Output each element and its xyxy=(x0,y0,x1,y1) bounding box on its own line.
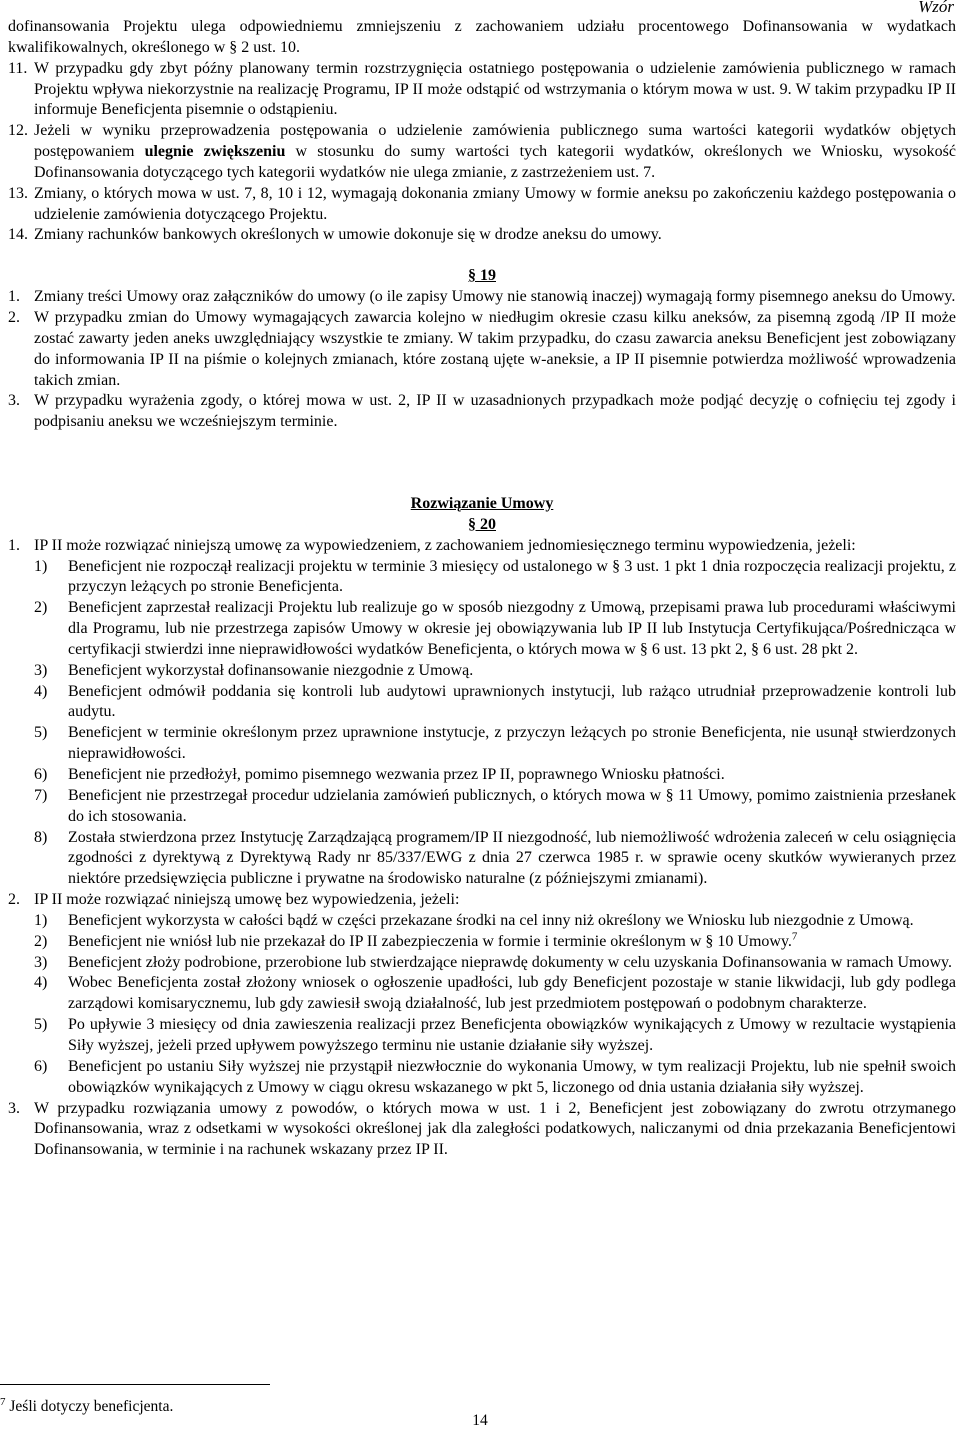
footnote-divider xyxy=(0,1384,270,1385)
page-number: 14 xyxy=(472,1412,488,1429)
list-item xyxy=(8,890,956,911)
sub-item-number: 4) xyxy=(34,682,48,700)
sub-item-number: 6) xyxy=(34,1057,48,1075)
sub-item-text: Wobec Beneficjenta został złożony wniosek o ogłoszenie upadłości, lub gdy Beneficjent pozostaje w stanie likwidacji, lub gdy podlega zarządowi komisarycznemu, lub gdy zawiesił swoją działalność, lub jest przedmiotem postępowań o podobnym charakterze. xyxy=(68,974,956,1013)
list-item xyxy=(8,121,956,184)
sub-item-number: 3) xyxy=(34,953,48,971)
item-bold-phrase: ulegnie zwiększeniu xyxy=(144,143,286,161)
item-text: IP II może rozwiązać niniejszą umowę bez wypowiedzenia, jeżeli: xyxy=(34,891,460,909)
section-19-heading: § 19 xyxy=(468,267,496,285)
sub-item xyxy=(8,973,956,1015)
sub-item xyxy=(8,953,956,974)
sub-item-text: Beneficjent nie przestrzegał procedur udzielania zamówień publicznych, o których mowa w § 11 Umowy, pomimo zaistnienia przesłanek do ich stosowania. xyxy=(68,786,956,825)
sub-item xyxy=(8,786,956,828)
sub-item-number: 1) xyxy=(34,557,48,575)
item-number: 12. xyxy=(8,122,28,140)
item-text: W przypadku wyrażenia zgody, o której mowa w ust. 2, IP II w uzasadnionych przypadkach może podjąć decyzję o cofnięciu tej zgody i podpisaniu aneksu we wcześniejszym terminie. xyxy=(34,392,956,431)
list-item xyxy=(8,225,956,246)
item-text: Zmiany treści Umowy oraz załączników do umowy (o ile zapisy Umowy nie stanowią inaczej) wymagają formy pisemnego aneksu do Umowy. xyxy=(34,288,956,306)
item-text: IP II może rozwiązać niniejszą umowę za wypowiedzeniem, z zachowaniem jednomiesięcznego terminu wypowiedzenia, jeżeli: xyxy=(34,536,856,554)
item-text-before: Jeżeli w wyniku przeprowadzenia postępowania o udzielenie zamówienia publicznego suma wartości kategorii wydatków objętych postępowaniem xyxy=(34,122,956,161)
item-number: 1. xyxy=(8,536,20,554)
item-number: 11. xyxy=(8,59,28,77)
item-text: W przypadku gdy zbyt późny planowany termin rozstrzygnięcia ostatniego postępowania o udzielenie zamówienia publicznego w ramach Projektu wpływa niekorzystnie na realizację Programu, IP II może odstąpić od wstrzymania o którym mowa w ust. 9. W takim przypadku IP II informuje Beneficjenta pisemnie o odstąpieniu. xyxy=(34,59,956,119)
item-number: 3. xyxy=(8,392,20,410)
item-text: Zmiany rachunków bankowych określonych w umowie dokonuje się w drodze aneksu do umowy. xyxy=(34,226,662,244)
sub-item-number: 7) xyxy=(34,786,48,804)
item-text: W przypadku rozwiązania umowy z powodów, o których mowa w ust. 1 i 2, Beneficjent jest zobowiązany do zwrotu otrzymanego Dofinansowania, wraz z odsetkami w wysokości określonej jak dla zaległości podatkowych, naliczanymi od dnia przekazania Beneficjentowi Dofinansowania, w terminie i na rachunek wskazany przez IP II. xyxy=(34,1099,956,1159)
sub-item-number: 5) xyxy=(34,724,48,742)
sub-item xyxy=(8,932,956,953)
list-item xyxy=(8,1099,956,1162)
sub-item xyxy=(8,557,956,599)
header-label: Wzór xyxy=(918,0,954,16)
sub-item-text: Beneficjent nie przedłożył, pomimo pisemnego wezwania przez IP II, poprawnego Wniosku płatności. xyxy=(68,766,725,783)
sub-item-number: 2) xyxy=(34,932,48,950)
item-text-after: w stosunku do sumy wartości tych kategorii wydatków, określonych we Wniosku, wysokość Dofinansowania dotyczącego tych kategorii wydatków nie ulega zmianie, z zastrzeżeniem ust. 7. xyxy=(34,143,957,181)
section-19 xyxy=(8,287,956,433)
sub-item-text: Beneficjent wykorzystał dofinansowanie niezgodnie z Umową. xyxy=(68,661,474,679)
item-text: W przypadku zmian do Umowy wymagających zawarcia kolejno w niedługim okresie czasu kilku aneksów, za pisemną zgodą /IP II może zostać zawarty jeden aneks uwzględniający wszystkie te zmiany. W takim przypadku, do czasu zawarcia aneksu Beneficjent jest zobowiązany do informowania IP II na piśmie o kolejnych zmianach, które zostaną ujęte w-aneksie, a IP II pisemnie potwierdza możliwość wprowadzenia takich zmian. xyxy=(34,308,956,389)
sub-item xyxy=(8,1015,956,1057)
item-number: 2. xyxy=(8,308,20,326)
sub-item xyxy=(8,682,956,724)
item-number: 1. xyxy=(8,288,20,306)
footnote-text: Jeśli dotyczy beneficjenta. xyxy=(9,1398,174,1415)
sub-item-text: Beneficjent odmówił poddania się kontroli lub audytowi uprawnionych instytucji, lub rażąco utrudniał przeprowadzenie kontroli lub audytu. xyxy=(68,682,956,721)
intro-paragraph: dofinansowania Projektu ulega odpowiedniemu zmniejszeniu z zachowaniem udziału procentowego Dofinansowania w wydatkach kwalifikowalnych, określonego w § 2 ust. 10. xyxy=(8,18,956,56)
list-item xyxy=(8,59,956,122)
section-title: Rozwiązanie Umowy xyxy=(410,495,554,513)
sub-item-number: 4) xyxy=(34,974,48,992)
sub-item-text: Została stwierdzona przez Instytucję Zarządzającą programem/IP II niezgodność, lub niemożliwość wdrożenia zaleceń w celu osiągnięcia zgodności z dyrektywą z Dyrektywą Rady nr 85/337/EWG z dnia 27 czerwca 1985 r. w sprawie oceny skutków wywieranych przez niektóre przedsięwzięcia publiczne i prywatne na środowisko naturalne (z późniejszymi zmianami). xyxy=(68,828,956,888)
main-content xyxy=(8,17,956,1161)
sub-item-number: 8) xyxy=(34,828,48,846)
sub-item-text: Beneficjent po ustaniu Siły wyższej nie przystąpił niezwłocznie do wykonania Umowy, w tym realizacji Projektu, lub nie spełnił swoich obowiązków wynikających z Umowy w ciągu okresu wskazanego w pkt 5, liczonego od dnia ustania działania siły wyższej. xyxy=(68,1057,956,1096)
item-text: Zmiany, o których mowa w ust. 7, 8, 10 i 12, wymagają dokonania zmiany Umowy w formie aneksu po zakończeniu każdego postępowania o udzielenie zamówienia dotyczącego Projektu. xyxy=(34,184,956,223)
sub-item-number: 1) xyxy=(34,911,48,929)
sub-item xyxy=(8,911,956,932)
sub-item xyxy=(8,765,956,786)
sub-item-number: 3) xyxy=(34,661,48,679)
sub-item-text: Beneficjent wykorzysta w całości bądź w części przekazane środki na cel inny niż określony we Wniosku lub niezgodnie z Umową. xyxy=(68,911,914,929)
item-number: 13. xyxy=(8,184,28,202)
list-item xyxy=(8,184,956,226)
list-item xyxy=(8,308,956,391)
item-number: 2. xyxy=(8,891,20,909)
sub-item-text: Po upływie 3 miesięcy od dnia zawieszenia realizacji przez Beneficjenta obowiązków wynikających z Umowy w rezultacie wystąpienia Siły wyższej, jeżeli przed upływem powyższego terminu nie ustanie działanie siły wyższej. xyxy=(68,1016,956,1054)
section-20-heading: § 20 xyxy=(468,515,496,533)
section-19-continued xyxy=(8,59,956,247)
item-number: 3. xyxy=(8,1099,20,1117)
sub-item-text: Beneficjent złoży podrobione, przerobione lub stwierdzające nieprawdę dokumenty w celu uzyskania Dofinansowania w ramach Umowy. xyxy=(68,953,952,971)
item-number: 14. xyxy=(8,226,28,244)
sub-item xyxy=(8,723,956,765)
sub-item-text: Beneficjent zaprzestał realizacji Projektu lub realizuje go w sposób niezgodny z Umową, przepisami prawa lub procedurami właściwymi dla Programu, lub nie przestrzega zapisów Umowy w okresie jej obowiązywania lub IP II lub Instytucja Certyfikująca/Pośrednicząca w certyfikacji stwierdzi inne nieprawidłowości wydatków Beneficjenta, o których mowa w § 6 ust. 13 pkt 2, § 6 ust. 28 pkt 2. xyxy=(68,599,956,658)
sub-item xyxy=(8,661,956,682)
list-item xyxy=(8,287,956,308)
sub-item-number: 5) xyxy=(34,1016,48,1034)
sub-item xyxy=(8,1057,956,1099)
footnote-number: 7 xyxy=(0,1395,6,1408)
sub-item-number: 2) xyxy=(34,599,48,617)
sub-item-text: Beneficjent w terminie określonym przez uprawnione instytucje, z przyczyn leżących po stronie Beneficjenta, nie usunął stwierdzonych nieprawidłowości. xyxy=(68,724,956,763)
sub-item-text: Beneficjent nie wniósł lub nie przekazał do IP II zabezpieczenia w formie i terminie określonym w § 10 Umowy. xyxy=(68,932,792,950)
sub-item xyxy=(8,828,956,891)
sub-item-text: Beneficjent nie rozpoczął realizacji projektu w terminie 3 miesięcy od ustalonego w § 3 ust. 1 pkt 1 dnia rozpoczęcia realizacji projektu, z przyczyn leżących po stronie Beneficjenta. xyxy=(68,557,956,596)
sub-item xyxy=(8,598,956,661)
footnote-ref: 7 xyxy=(791,930,798,943)
sub-item-number: 6) xyxy=(34,766,48,783)
list-item xyxy=(8,391,956,433)
section-20 xyxy=(8,536,956,1161)
list-item xyxy=(8,536,956,557)
